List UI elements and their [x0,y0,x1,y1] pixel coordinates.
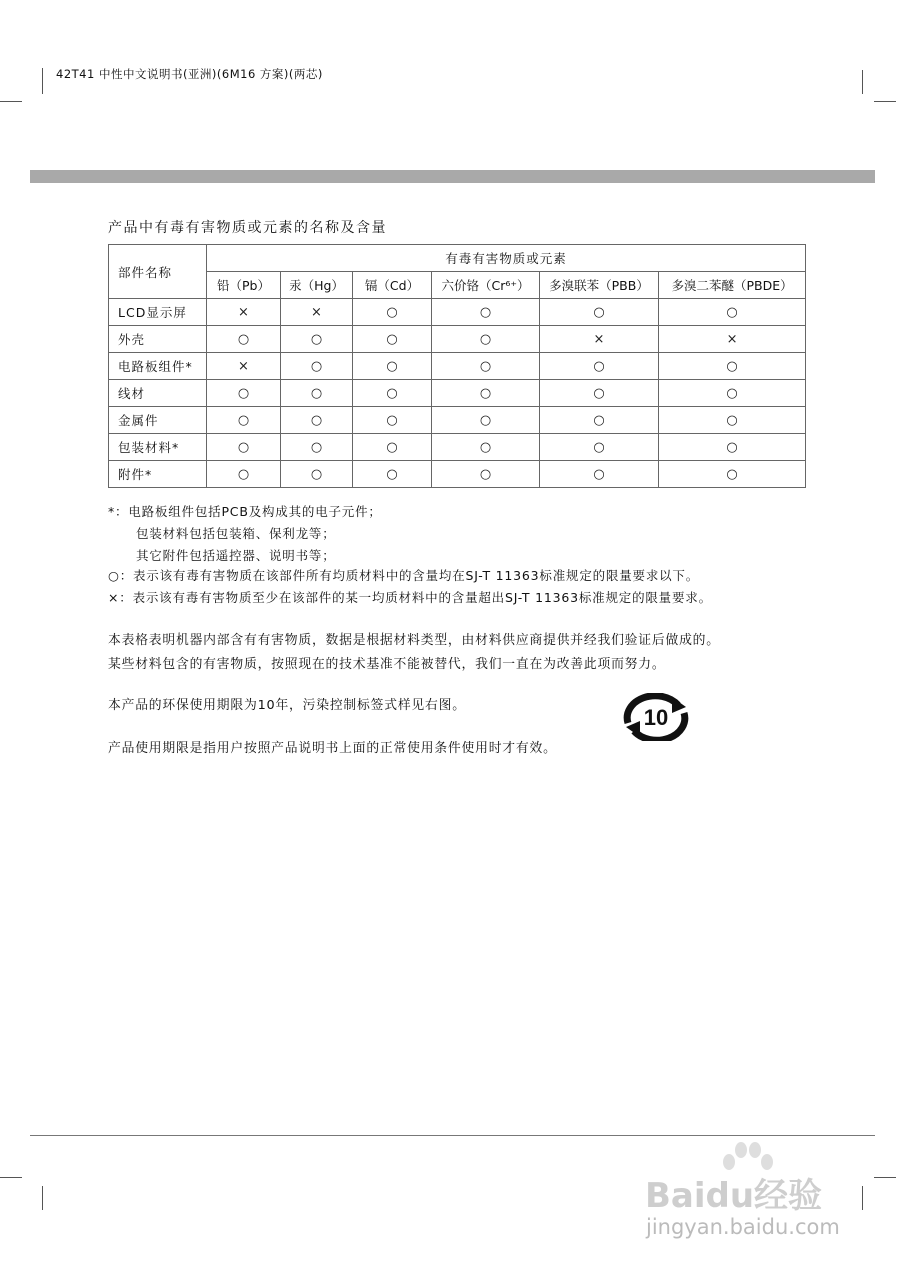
table-title: 产品中有毒有害物质或元素的名称及含量 [108,220,387,236]
table-row [109,299,806,326]
exceeds-limit-mark-pb: × [207,299,281,326]
note-star-line-2: 包装材料包括包装箱、保利龙等； [136,526,336,541]
column-header-pbde: 多溴二苯醚（PBDE） [659,272,806,299]
within-limit-mark-hg: ○ [281,326,353,353]
note-star-line-3: 其它附件包括遥控器、说明书等； [136,548,336,563]
exceeds-limit-mark-pbde: × [659,326,806,353]
crop-mark-top-right-horizontal [874,101,896,102]
crop-mark-top-left-horizontal [0,101,22,102]
crop-mark-bottom-left-horizontal [0,1177,22,1178]
crop-mark-bottom-right-vertical [862,1186,863,1210]
exceeds-limit-mark-hg: × [281,299,353,326]
document-header-title: 42T41 中性中文说明书(亚洲)(6M16 方案)(两芯) [56,67,323,81]
within-limit-mark-pbb: ○ [540,434,659,461]
crop-mark-bottom-left-vertical [42,1186,43,1210]
within-limit-mark-cr6: ○ [432,434,540,461]
within-limit-mark-cd: ○ [353,461,432,488]
within-limit-mark-pbde: ○ [659,407,806,434]
table-row [109,353,806,380]
within-limit-mark-cd: ○ [353,299,432,326]
part-name-header: 部件名称 [109,245,207,299]
within-limit-mark-pbb: ○ [540,380,659,407]
note-circle-line: ○：表示该有毒有害物质在该部件所有均质材料中的含量均在SJ-T 11363标准规定的限量要求以下。 [108,568,700,583]
within-limit-mark-cd: ○ [353,434,432,461]
part-name-cell: 包装材料* [109,434,207,461]
within-limit-mark-pb: ○ [207,461,281,488]
environmental-protection-use-period-10-years-icon [620,693,692,741]
within-limit-mark-pbb: ○ [540,461,659,488]
within-limit-mark-cd: ○ [353,326,432,353]
column-header-hg: 汞（Hg） [281,272,353,299]
within-limit-mark-hg: ○ [281,434,353,461]
within-limit-mark-pbb: ○ [540,299,659,326]
exceeds-limit-mark-pbb: × [540,326,659,353]
within-limit-mark-pbde: ○ [659,353,806,380]
within-limit-mark-pb: ○ [207,380,281,407]
substance-group-header: 有毒有害物质或元素 [207,245,806,272]
table-row [109,434,806,461]
table-body [109,299,806,488]
within-limit-mark-hg: ○ [281,407,353,434]
crop-mark-top-right-vertical [862,70,863,94]
table-row [109,326,806,353]
exceeds-limit-mark-pb: × [207,353,281,380]
table-row [109,407,806,434]
within-limit-mark-pbde: ○ [659,461,806,488]
substance-columns-row [109,272,806,299]
within-limit-mark-cd: ○ [353,407,432,434]
part-name-cell: 金属件 [109,407,207,434]
note-star-line: *：电路板组件包括PCB及构成其的电子元件； [108,504,382,519]
part-name-cell: LCD显示屏 [109,299,207,326]
paragraph-1-line-2: 某些材料包含的有害物质，按照现在的技术基准不能被替代，我们一直在为改善此项而努力。 [108,657,666,672]
within-limit-mark-hg: ○ [281,380,353,407]
within-limit-mark-pbde: ○ [659,434,806,461]
logo-number: 10 [643,705,669,730]
table-row [109,380,806,407]
watermark-url: jingyan.baidu.com [646,1215,840,1239]
paragraph-2: 本产品的环保使用期限为10年，污染控制标签式样见右图。 [108,698,466,713]
within-limit-mark-cd: ○ [353,353,432,380]
part-name-cell: 外壳 [109,326,207,353]
within-limit-mark-hg: ○ [281,461,353,488]
watermark-brand: Baidu经验 [645,1176,823,1216]
part-name-cell: 线材 [109,380,207,407]
part-name-cell: 电路板组件* [109,353,207,380]
within-limit-mark-cr6: ○ [432,353,540,380]
crop-mark-bottom-right-horizontal [874,1177,896,1178]
within-limit-mark-cd: ○ [353,380,432,407]
paragraph-1-line-1: 本表格表明机器内部含有有害物质，数据是根据材料类型，由材料供应商提供并经我们验证后做成的。 [108,633,720,648]
column-header-pb: 铅（Pb） [207,272,281,299]
within-limit-mark-pbde: ○ [659,299,806,326]
within-limit-mark-cr6: ○ [432,299,540,326]
column-header-pbb: 多溴联苯（PBB） [540,272,659,299]
note-cross-line: ×：表示该有毒有害物质至少在该部件的某一均质材料中的含量超出SJ-T 11363标准规定的限量要求。 [108,590,712,605]
within-limit-mark-pb: ○ [207,407,281,434]
section-divider-bar [30,170,875,183]
footer-divider-line [30,1135,875,1136]
paragraph-3: 产品使用期限是指用户按照产品说明书上面的正常使用条件使用时才有效。 [108,741,557,756]
crop-mark-top-left-vertical [42,68,43,94]
column-header-cd: 镉（Cd） [353,272,432,299]
hazardous-substances-table [108,244,806,488]
within-limit-mark-cr6: ○ [432,326,540,353]
column-header-cr6: 六价铬（Cr⁶⁺） [432,272,540,299]
within-limit-mark-cr6: ○ [432,407,540,434]
within-limit-mark-hg: ○ [281,353,353,380]
within-limit-mark-pbb: ○ [540,407,659,434]
within-limit-mark-pb: ○ [207,326,281,353]
within-limit-mark-pbde: ○ [659,380,806,407]
within-limit-mark-cr6: ○ [432,380,540,407]
table-header-row [109,245,806,272]
within-limit-mark-pb: ○ [207,434,281,461]
within-limit-mark-cr6: ○ [432,461,540,488]
table-row [109,461,806,488]
part-name-cell: 附件* [109,461,207,488]
within-limit-mark-pbb: ○ [540,353,659,380]
